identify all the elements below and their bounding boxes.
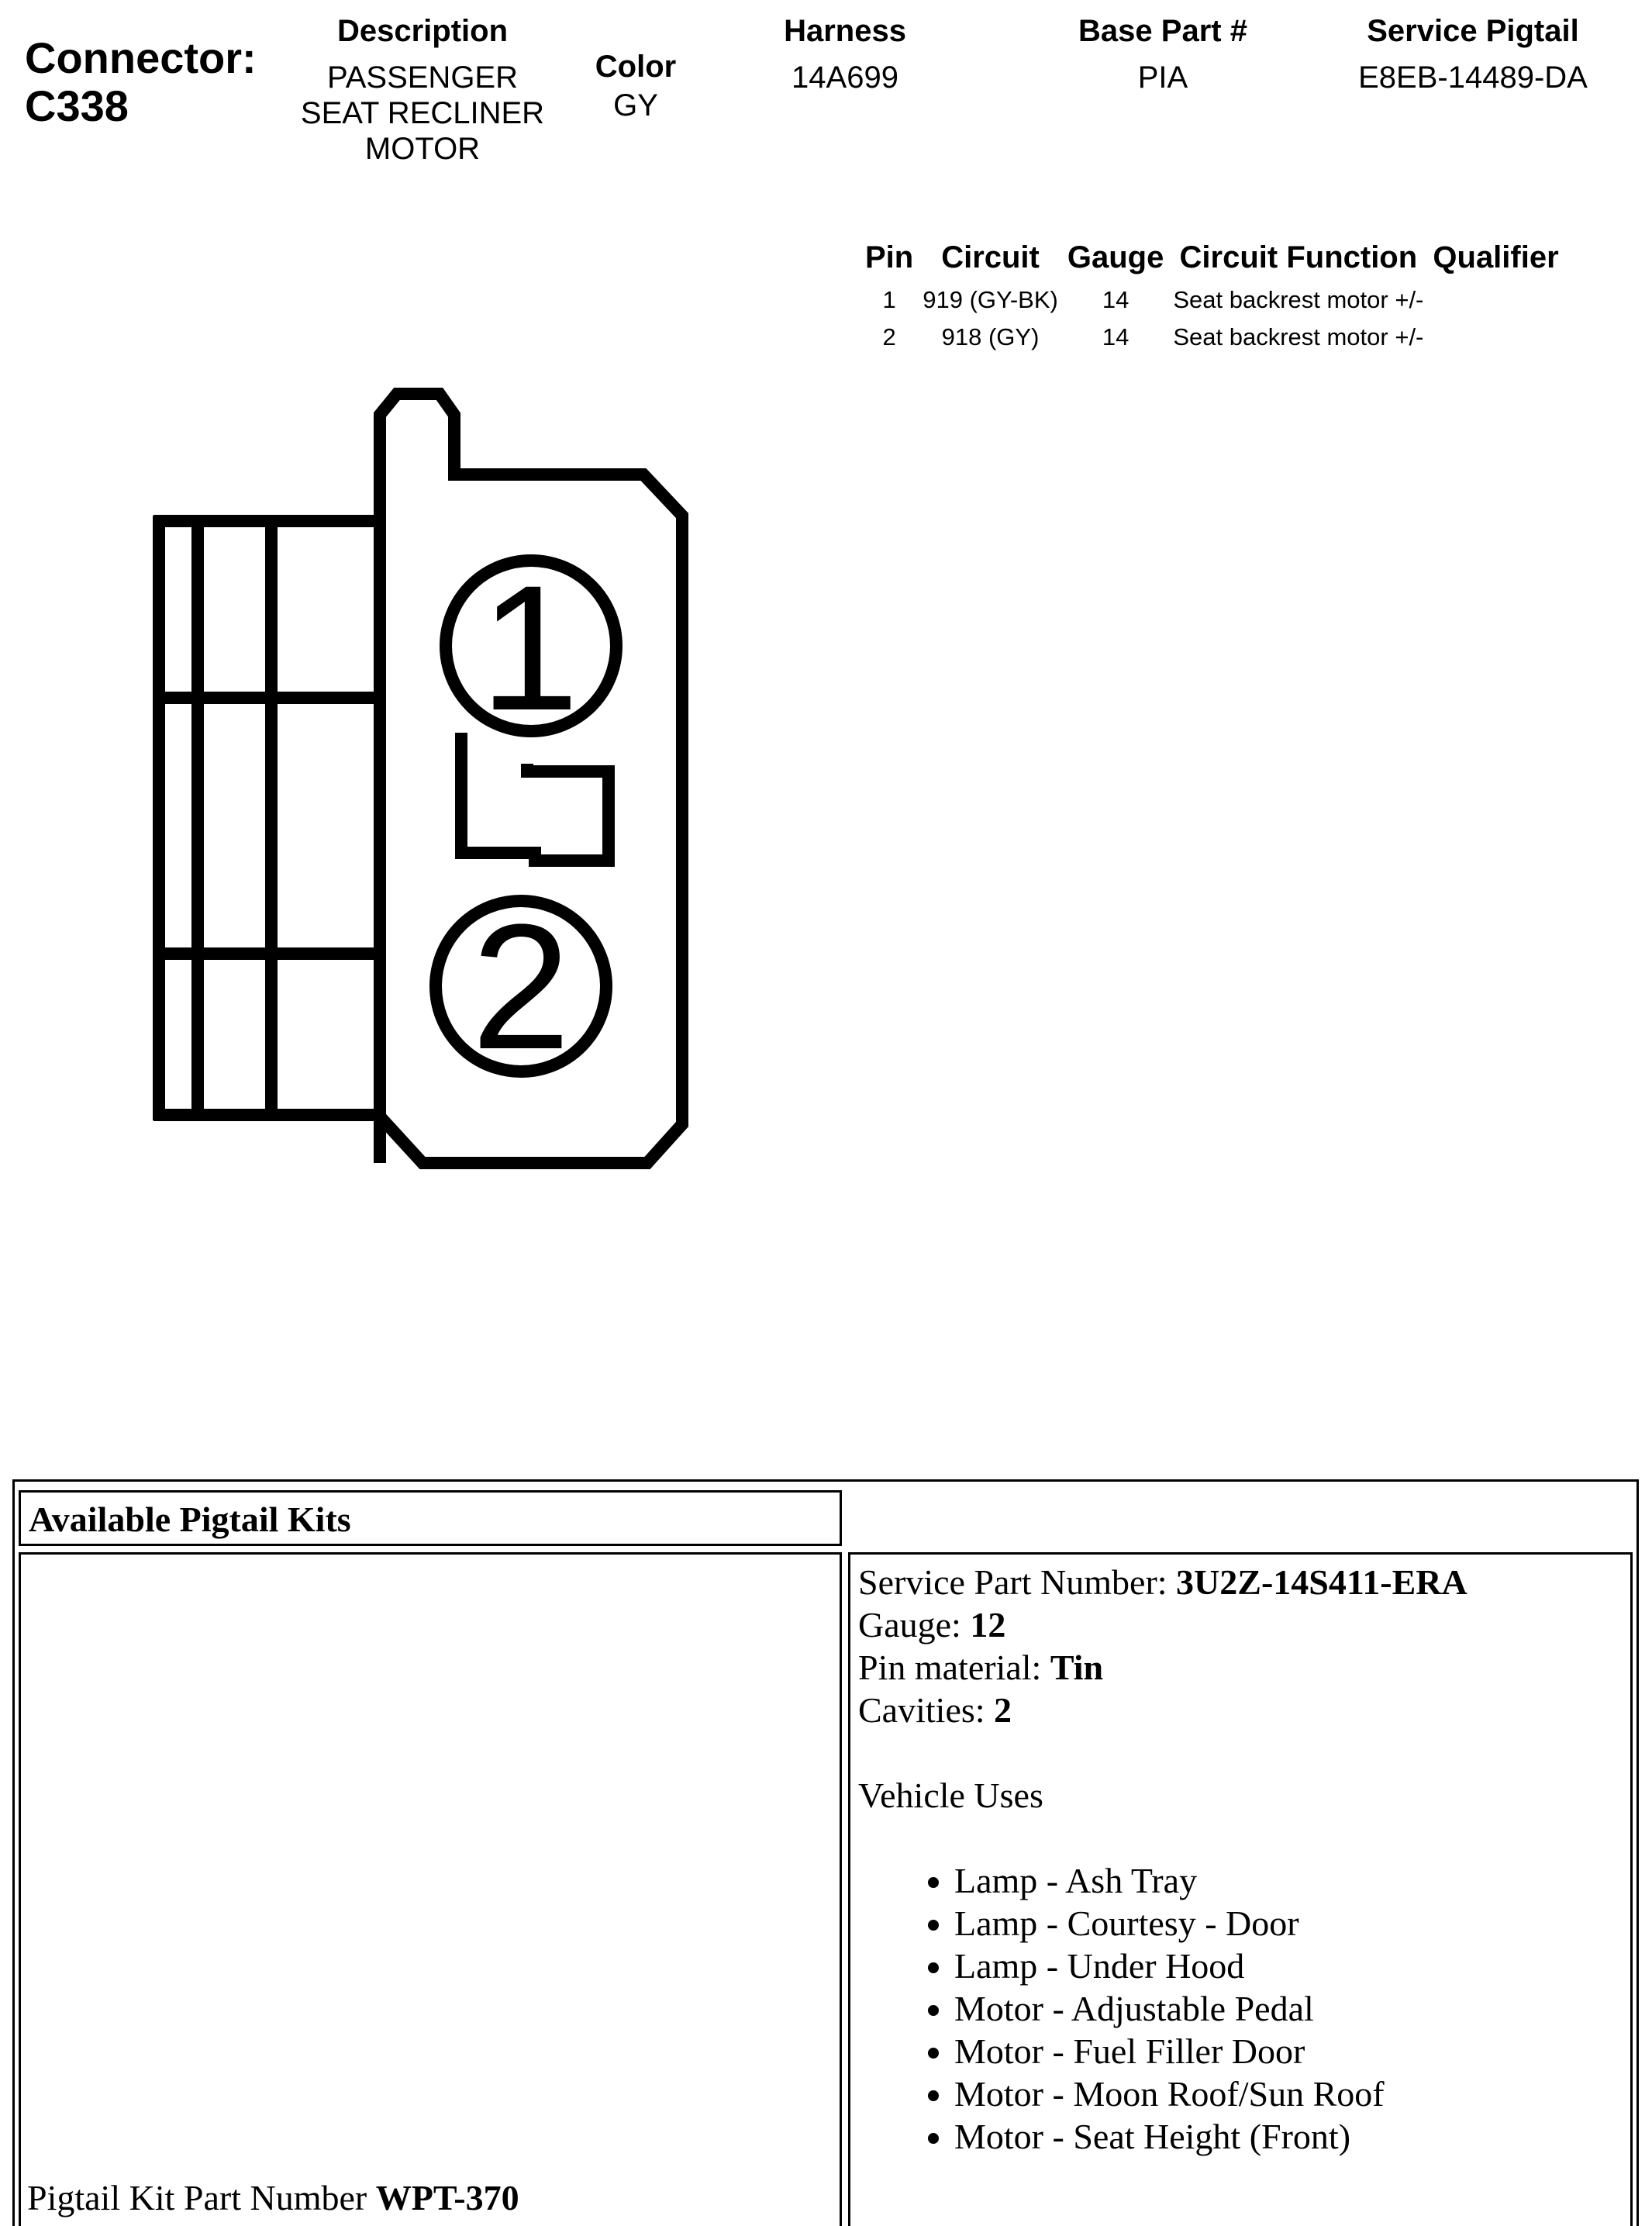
description-title: Description — [336, 14, 509, 48]
service-pigtail-column — [1333, 14, 1612, 95]
kits-title-cell — [19, 1490, 842, 1546]
pin-table — [860, 240, 1564, 356]
service-part-value: 3U2Z-14S411-ERA — [1176, 1562, 1467, 1602]
list-item: • Lamp - Under Hood — [954, 1945, 1623, 1987]
col-circuit: Circuit — [941, 240, 1040, 274]
kits-title: Available Pigtail Kits — [29, 1500, 351, 1539]
table-row — [860, 319, 1564, 356]
kit-part-number — [27, 2177, 519, 2218]
vehicle-uses-label: Vehicle Uses — [858, 1776, 1043, 1815]
service-pigtail-title: Service Pigtail — [1367, 14, 1579, 48]
color-column — [574, 50, 698, 123]
gauge-cell: 14 — [1102, 323, 1129, 350]
list-item: • Motor - Moon Roof/Sun Roof — [954, 2072, 1623, 2115]
base-part-title: Base Part # — [1078, 14, 1247, 48]
description-line: SEAT RECLINER — [300, 96, 545, 130]
qualifier-cell — [1428, 281, 1563, 319]
base-part-value: PIA — [1137, 60, 1188, 95]
function-cell: Seat backrest motor +/- — [1173, 286, 1424, 313]
cavities-line — [858, 1689, 1623, 1731]
list-item: • Lamp - Courtesy - Door — [954, 1902, 1623, 1945]
pin-table-header — [860, 240, 1564, 281]
harness-value: 14A699 — [792, 60, 898, 95]
col-circuit-function: Circuit Function — [1179, 240, 1418, 274]
vehicle-uses-list — [858, 1859, 1623, 2158]
key-notch — [461, 733, 609, 861]
col-qualifier: Qualifier — [1433, 240, 1559, 274]
list-item: • Motor - Fuel Filler Door — [954, 2030, 1623, 2072]
pin-cell: 1 — [882, 286, 896, 313]
description-value — [264, 60, 581, 167]
connector-label — [25, 34, 257, 130]
circuit-cell: 919 (GY-BK) — [923, 286, 1058, 313]
list-item: • Motor - Seat Height (Front) — [954, 2115, 1623, 2158]
col-gauge: Gauge — [1067, 240, 1164, 274]
color-title: Color — [595, 50, 677, 84]
list-item: • Lamp - Ash Tray — [954, 1859, 1623, 1902]
table-row — [860, 281, 1564, 319]
kit-part-value: WPT-370 — [375, 2178, 519, 2217]
kit-image-cell — [19, 1552, 842, 2226]
gauge-value: 12 — [970, 1605, 1006, 1644]
cavities-label: Cavities: — [858, 1690, 985, 1730]
gauge-cell: 14 — [1102, 286, 1129, 313]
description-line: MOTOR — [364, 132, 481, 166]
service-pigtail-value: E8EB-14489-DA — [1358, 60, 1588, 95]
list-item: • Motor - Adjustable Pedal — [954, 1987, 1623, 2030]
connector-body — [153, 394, 682, 1163]
kit-info-cell — [848, 1552, 1633, 2226]
description-column — [264, 14, 581, 167]
connector-label-text: Connector: — [25, 33, 257, 82]
base-part-column — [1039, 14, 1287, 95]
connector-id: C338 — [25, 81, 129, 130]
service-part-line — [858, 1561, 1623, 1603]
qualifier-cell — [1428, 319, 1563, 356]
pin-cell: 2 — [882, 323, 896, 350]
harness-column — [744, 14, 946, 95]
pin-material-label: Pin material: — [858, 1648, 1042, 1687]
pin-material-line — [858, 1646, 1623, 1689]
pin-1-label: 1 — [480, 548, 579, 747]
service-part-label: Service Part Number: — [858, 1562, 1167, 1602]
pin-material-value: Tin — [1050, 1648, 1104, 1687]
harness-title: Harness — [784, 14, 906, 48]
description-line: PASSENGER — [327, 60, 518, 95]
function-cell: Seat backrest motor +/- — [1173, 323, 1424, 350]
gauge-line — [858, 1603, 1623, 1646]
cavities-value: 2 — [994, 1690, 1012, 1730]
gauge-label: Gauge: — [858, 1605, 961, 1644]
kit-part-label: Pigtail Kit Part Number — [27, 2178, 367, 2217]
connector-diagram — [140, 372, 698, 1179]
color-value: GY — [613, 88, 658, 123]
col-pin: Pin — [865, 240, 914, 274]
circuit-cell: 918 (GY) — [941, 323, 1040, 350]
pin-2-label: 2 — [471, 887, 571, 1086]
